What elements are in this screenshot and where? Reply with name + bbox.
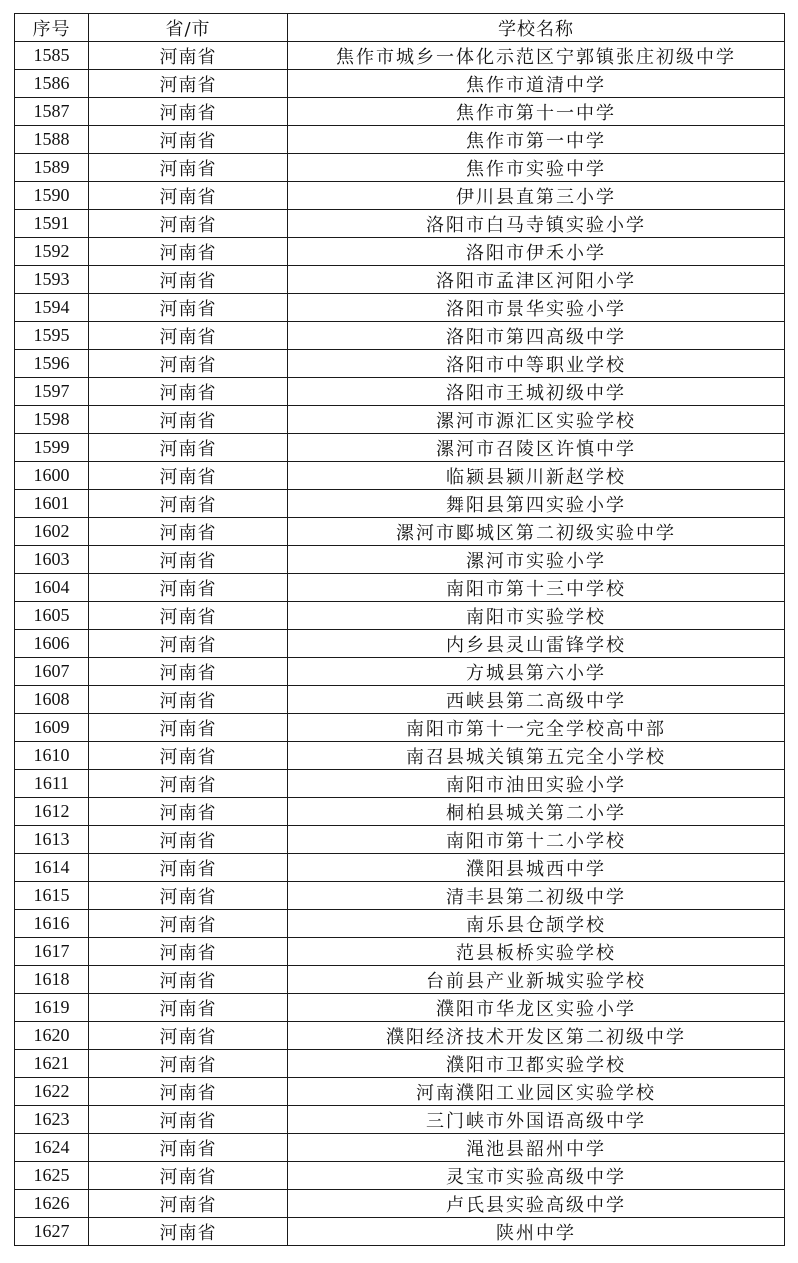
table-row [15,322,785,350]
table-row [15,574,785,602]
province-cell: 河南省 [89,854,288,882]
table-row [15,854,785,882]
school-name-cell: 焦作市第十一中学 [288,98,785,126]
school-name-cell: 漯河市源汇区实验学校 [288,406,785,434]
table-row [15,1022,785,1050]
table-row [15,686,785,714]
province-cell: 河南省 [89,266,288,294]
table-row [15,1218,785,1246]
serial-number-cell: 1591 [15,210,89,238]
province-cell: 河南省 [89,798,288,826]
province-cell: 河南省 [89,826,288,854]
serial-number-cell: 1604 [15,574,89,602]
table-row [15,994,785,1022]
table-row [15,42,785,70]
province-cell: 河南省 [89,1050,288,1078]
school-name-cell: 洛阳市王城初级中学 [288,378,785,406]
table-row [15,1134,785,1162]
table-row [15,826,785,854]
province-cell: 河南省 [89,630,288,658]
school-name-cell: 焦作市城乡一体化示范区宁郭镇张庄初级中学 [288,42,785,70]
school-name-cell: 南召县城关镇第五完全小学校 [288,742,785,770]
table-row [15,126,785,154]
school-name-cell: 伊川县直第三小学 [288,182,785,210]
province-cell: 河南省 [89,322,288,350]
school-name-cell: 洛阳市景华实验小学 [288,294,785,322]
school-name-cell: 陕州中学 [288,1218,785,1246]
table-header-row [15,14,785,42]
province-cell: 河南省 [89,42,288,70]
school-name-cell: 漯河市实验小学 [288,546,785,574]
serial-number-cell: 1611 [15,770,89,798]
province-cell: 河南省 [89,574,288,602]
serial-number-cell: 1613 [15,826,89,854]
province-cell: 河南省 [89,182,288,210]
school-name-cell: 台前县产业新城实验学校 [288,966,785,994]
serial-number-cell: 1622 [15,1078,89,1106]
serial-number-cell: 1592 [15,238,89,266]
serial-number-cell: 1598 [15,406,89,434]
province-cell: 河南省 [89,490,288,518]
serial-number-cell: 1600 [15,462,89,490]
school-name-cell: 灵宝市实验高级中学 [288,1162,785,1190]
province-cell: 河南省 [89,1134,288,1162]
school-name-cell: 河南濮阳工业园区实验学校 [288,1078,785,1106]
province-cell: 河南省 [89,910,288,938]
province-cell: 河南省 [89,378,288,406]
serial-number-cell: 1595 [15,322,89,350]
serial-number-cell: 1588 [15,126,89,154]
table-row [15,1106,785,1134]
province-cell: 河南省 [89,1106,288,1134]
province-cell: 河南省 [89,1218,288,1246]
table-body [15,42,785,1246]
table-row [15,602,785,630]
serial-number-cell: 1599 [15,434,89,462]
serial-number-cell: 1609 [15,714,89,742]
header-serial-number: 序号 [15,14,89,42]
school-name-cell: 濮阳市华龙区实验小学 [288,994,785,1022]
school-name-cell: 西峡县第二高级中学 [288,686,785,714]
serial-number-cell: 1619 [15,994,89,1022]
serial-number-cell: 1614 [15,854,89,882]
table-row [15,1162,785,1190]
province-cell: 河南省 [89,658,288,686]
province-cell: 河南省 [89,938,288,966]
school-list-sheet [14,13,784,1246]
school-name-cell: 漯河市召陵区许慎中学 [288,434,785,462]
table-row [15,210,785,238]
school-name-cell: 洛阳市白马寺镇实验小学 [288,210,785,238]
school-name-cell: 焦作市道清中学 [288,70,785,98]
province-cell: 河南省 [89,210,288,238]
province-cell: 河南省 [89,602,288,630]
serial-number-cell: 1587 [15,98,89,126]
province-cell: 河南省 [89,406,288,434]
school-name-cell: 洛阳市伊禾小学 [288,238,785,266]
serial-number-cell: 1621 [15,1050,89,1078]
serial-number-cell: 1585 [15,42,89,70]
province-cell: 河南省 [89,518,288,546]
school-name-cell: 清丰县第二初级中学 [288,882,785,910]
province-cell: 河南省 [89,294,288,322]
table-row [15,770,785,798]
table-row [15,182,785,210]
table-row [15,1078,785,1106]
table-row [15,1050,785,1078]
table-row [15,742,785,770]
table-row [15,966,785,994]
province-cell: 河南省 [89,98,288,126]
school-name-cell: 洛阳市中等职业学校 [288,350,785,378]
serial-number-cell: 1625 [15,1162,89,1190]
school-name-cell: 范县板桥实验学校 [288,938,785,966]
table-row [15,406,785,434]
school-name-cell: 濮阳经济技术开发区第二初级中学 [288,1022,785,1050]
serial-number-cell: 1612 [15,798,89,826]
province-cell: 河南省 [89,1078,288,1106]
table-row [15,630,785,658]
table-row [15,518,785,546]
table-row [15,938,785,966]
table-row [15,1190,785,1218]
school-name-cell: 焦作市实验中学 [288,154,785,182]
header-school-name: 学校名称 [288,14,785,42]
province-cell: 河南省 [89,434,288,462]
school-name-cell: 内乡县灵山雷锋学校 [288,630,785,658]
header-province: 省/市 [89,14,288,42]
school-name-cell: 方城县第六小学 [288,658,785,686]
serial-number-cell: 1596 [15,350,89,378]
serial-number-cell: 1608 [15,686,89,714]
table-row [15,490,785,518]
serial-number-cell: 1618 [15,966,89,994]
table-row [15,266,785,294]
table-row [15,546,785,574]
table-row [15,882,785,910]
serial-number-cell: 1601 [15,490,89,518]
table-row [15,98,785,126]
school-name-cell: 洛阳市第四高级中学 [288,322,785,350]
school-name-cell: 南阳市油田实验小学 [288,770,785,798]
serial-number-cell: 1593 [15,266,89,294]
school-name-cell: 洛阳市孟津区河阳小学 [288,266,785,294]
school-name-cell: 南阳市第十一完全学校高中部 [288,714,785,742]
serial-number-cell: 1626 [15,1190,89,1218]
serial-number-cell: 1616 [15,910,89,938]
serial-number-cell: 1617 [15,938,89,966]
province-cell: 河南省 [89,686,288,714]
table-row [15,658,785,686]
serial-number-cell: 1624 [15,1134,89,1162]
serial-number-cell: 1597 [15,378,89,406]
province-cell: 河南省 [89,154,288,182]
province-cell: 河南省 [89,350,288,378]
school-name-cell: 濮阳市卫都实验学校 [288,1050,785,1078]
serial-number-cell: 1586 [15,70,89,98]
school-name-cell: 临颍县颍川新赵学校 [288,462,785,490]
province-cell: 河南省 [89,966,288,994]
province-cell: 河南省 [89,742,288,770]
serial-number-cell: 1623 [15,1106,89,1134]
serial-number-cell: 1606 [15,630,89,658]
table-row [15,70,785,98]
province-cell: 河南省 [89,238,288,266]
province-cell: 河南省 [89,882,288,910]
serial-number-cell: 1605 [15,602,89,630]
table-row [15,798,785,826]
table-row [15,154,785,182]
province-cell: 河南省 [89,126,288,154]
school-name-cell: 南阳市实验学校 [288,602,785,630]
school-name-cell: 桐柏县城关第二小学 [288,798,785,826]
table-row [15,294,785,322]
province-cell: 河南省 [89,994,288,1022]
province-cell: 河南省 [89,70,288,98]
table-row [15,462,785,490]
school-name-cell: 濮阳县城西中学 [288,854,785,882]
school-list-table [14,13,785,1246]
school-name-cell: 焦作市第一中学 [288,126,785,154]
school-name-cell: 南乐县仓颉学校 [288,910,785,938]
school-name-cell: 舞阳县第四实验小学 [288,490,785,518]
serial-number-cell: 1607 [15,658,89,686]
serial-number-cell: 1589 [15,154,89,182]
school-name-cell: 卢氏县实验高级中学 [288,1190,785,1218]
school-name-cell: 三门峡市外国语高级中学 [288,1106,785,1134]
serial-number-cell: 1603 [15,546,89,574]
serial-number-cell: 1620 [15,1022,89,1050]
table-row [15,378,785,406]
serial-number-cell: 1602 [15,518,89,546]
province-cell: 河南省 [89,770,288,798]
province-cell: 河南省 [89,462,288,490]
province-cell: 河南省 [89,714,288,742]
table-row [15,714,785,742]
serial-number-cell: 1615 [15,882,89,910]
serial-number-cell: 1594 [15,294,89,322]
table-row [15,350,785,378]
school-name-cell: 漯河市郾城区第二初级实验中学 [288,518,785,546]
serial-number-cell: 1610 [15,742,89,770]
table-row [15,434,785,462]
province-cell: 河南省 [89,1190,288,1218]
school-name-cell: 南阳市第十二小学校 [288,826,785,854]
table-row [15,238,785,266]
serial-number-cell: 1627 [15,1218,89,1246]
serial-number-cell: 1590 [15,182,89,210]
province-cell: 河南省 [89,1022,288,1050]
province-cell: 河南省 [89,546,288,574]
province-cell: 河南省 [89,1162,288,1190]
table-row [15,910,785,938]
school-name-cell: 南阳市第十三中学校 [288,574,785,602]
school-name-cell: 渑池县韶州中学 [288,1134,785,1162]
